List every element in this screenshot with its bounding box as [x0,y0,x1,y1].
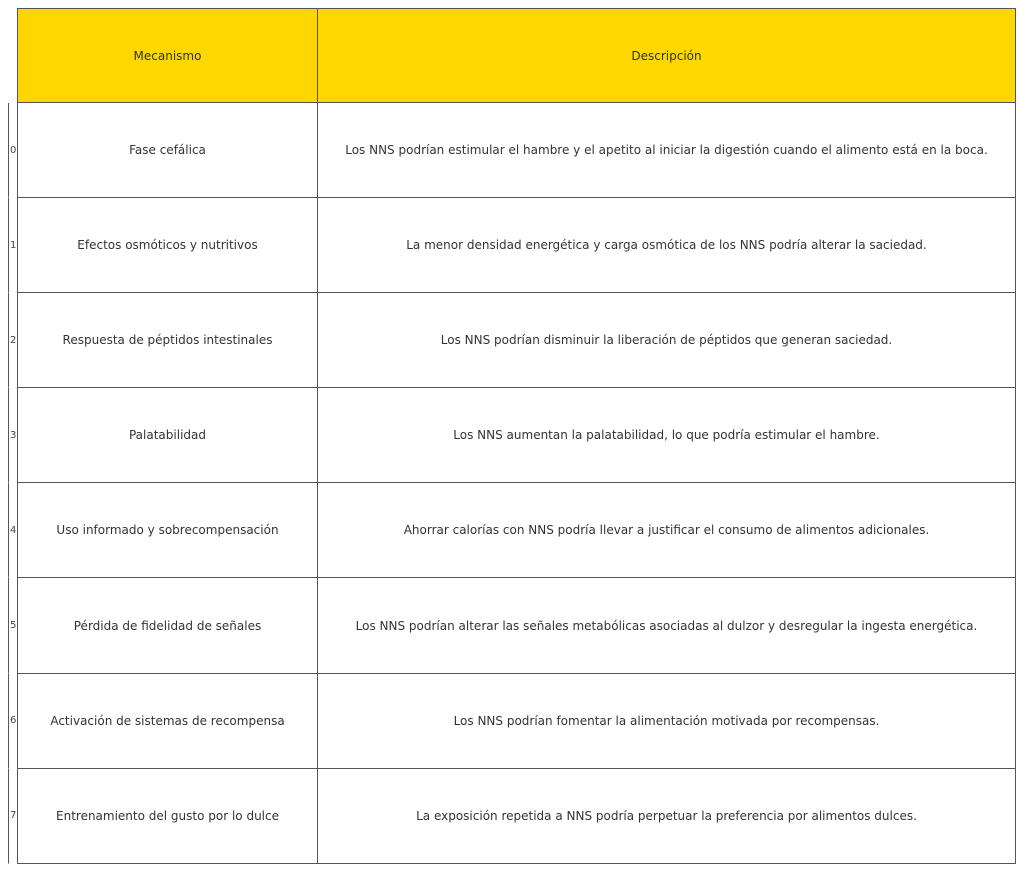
row-index: 0 [8,103,17,198]
mechanism-cell: Fase cefálica [17,103,317,198]
row-index: 7 [8,769,17,864]
description-cell: La exposición repetida a NNS podría perpetuar la preferencia por alimentos dulces. [317,769,1016,864]
description-cell: La menor densidad energética y carga osmótica de los NNS podría alterar la saciedad. [317,198,1016,293]
mechanism-cell: Respuesta de péptidos intestinales [17,293,317,388]
table-row [8,293,1016,388]
row-index: 1 [8,198,17,293]
mechanism-cell: Palatabilidad [17,388,317,483]
description-cell: Los NNS podrían estimular el hambre y el apetito al iniciar la digestión cuando el alimento está en la boca. [317,103,1016,198]
table-row [8,769,1016,864]
table-row [8,388,1016,483]
description-cell: Ahorrar calorías con NNS podría llevar a justificar el consumo de alimentos adicionales. [317,483,1016,578]
mechanism-cell: Pérdida de fidelidad de señales [17,578,317,673]
description-cell: Los NNS podrían alterar las señales metabólicas asociadas al dulzor y desregular la ingesta energética. [317,578,1016,673]
table-row [8,198,1016,293]
row-index: 4 [8,483,17,578]
description-cell: Los NNS aumentan la palatabilidad, lo que podría estimular el hambre. [317,388,1016,483]
table-row [8,674,1016,769]
row-index: 6 [8,674,17,769]
table-row [8,483,1016,578]
column-header-mecanismo: Mecanismo [17,8,317,103]
row-index: 5 [8,578,17,673]
mechanism-cell: Activación de sistemas de recompensa [17,674,317,769]
mechanism-cell: Uso informado y sobrecompensación [17,483,317,578]
row-index: 2 [8,293,17,388]
description-cell: Los NNS podrían fomentar la alimentación motivada por recompensas. [317,674,1016,769]
mechanism-cell: Entrenamiento del gusto por lo dulce [17,769,317,864]
description-cell: Los NNS podrían disminuir la liberación de péptidos que generan saciedad. [317,293,1016,388]
index-header-spacer [8,8,17,103]
row-index: 3 [8,388,17,483]
table-header-row [8,8,1016,103]
mechanism-cell: Efectos osmóticos y nutritivos [17,198,317,293]
table-row [8,103,1016,198]
mechanisms-table [8,8,1016,864]
table-row [8,578,1016,673]
column-header-descripcion: Descripción [317,8,1016,103]
